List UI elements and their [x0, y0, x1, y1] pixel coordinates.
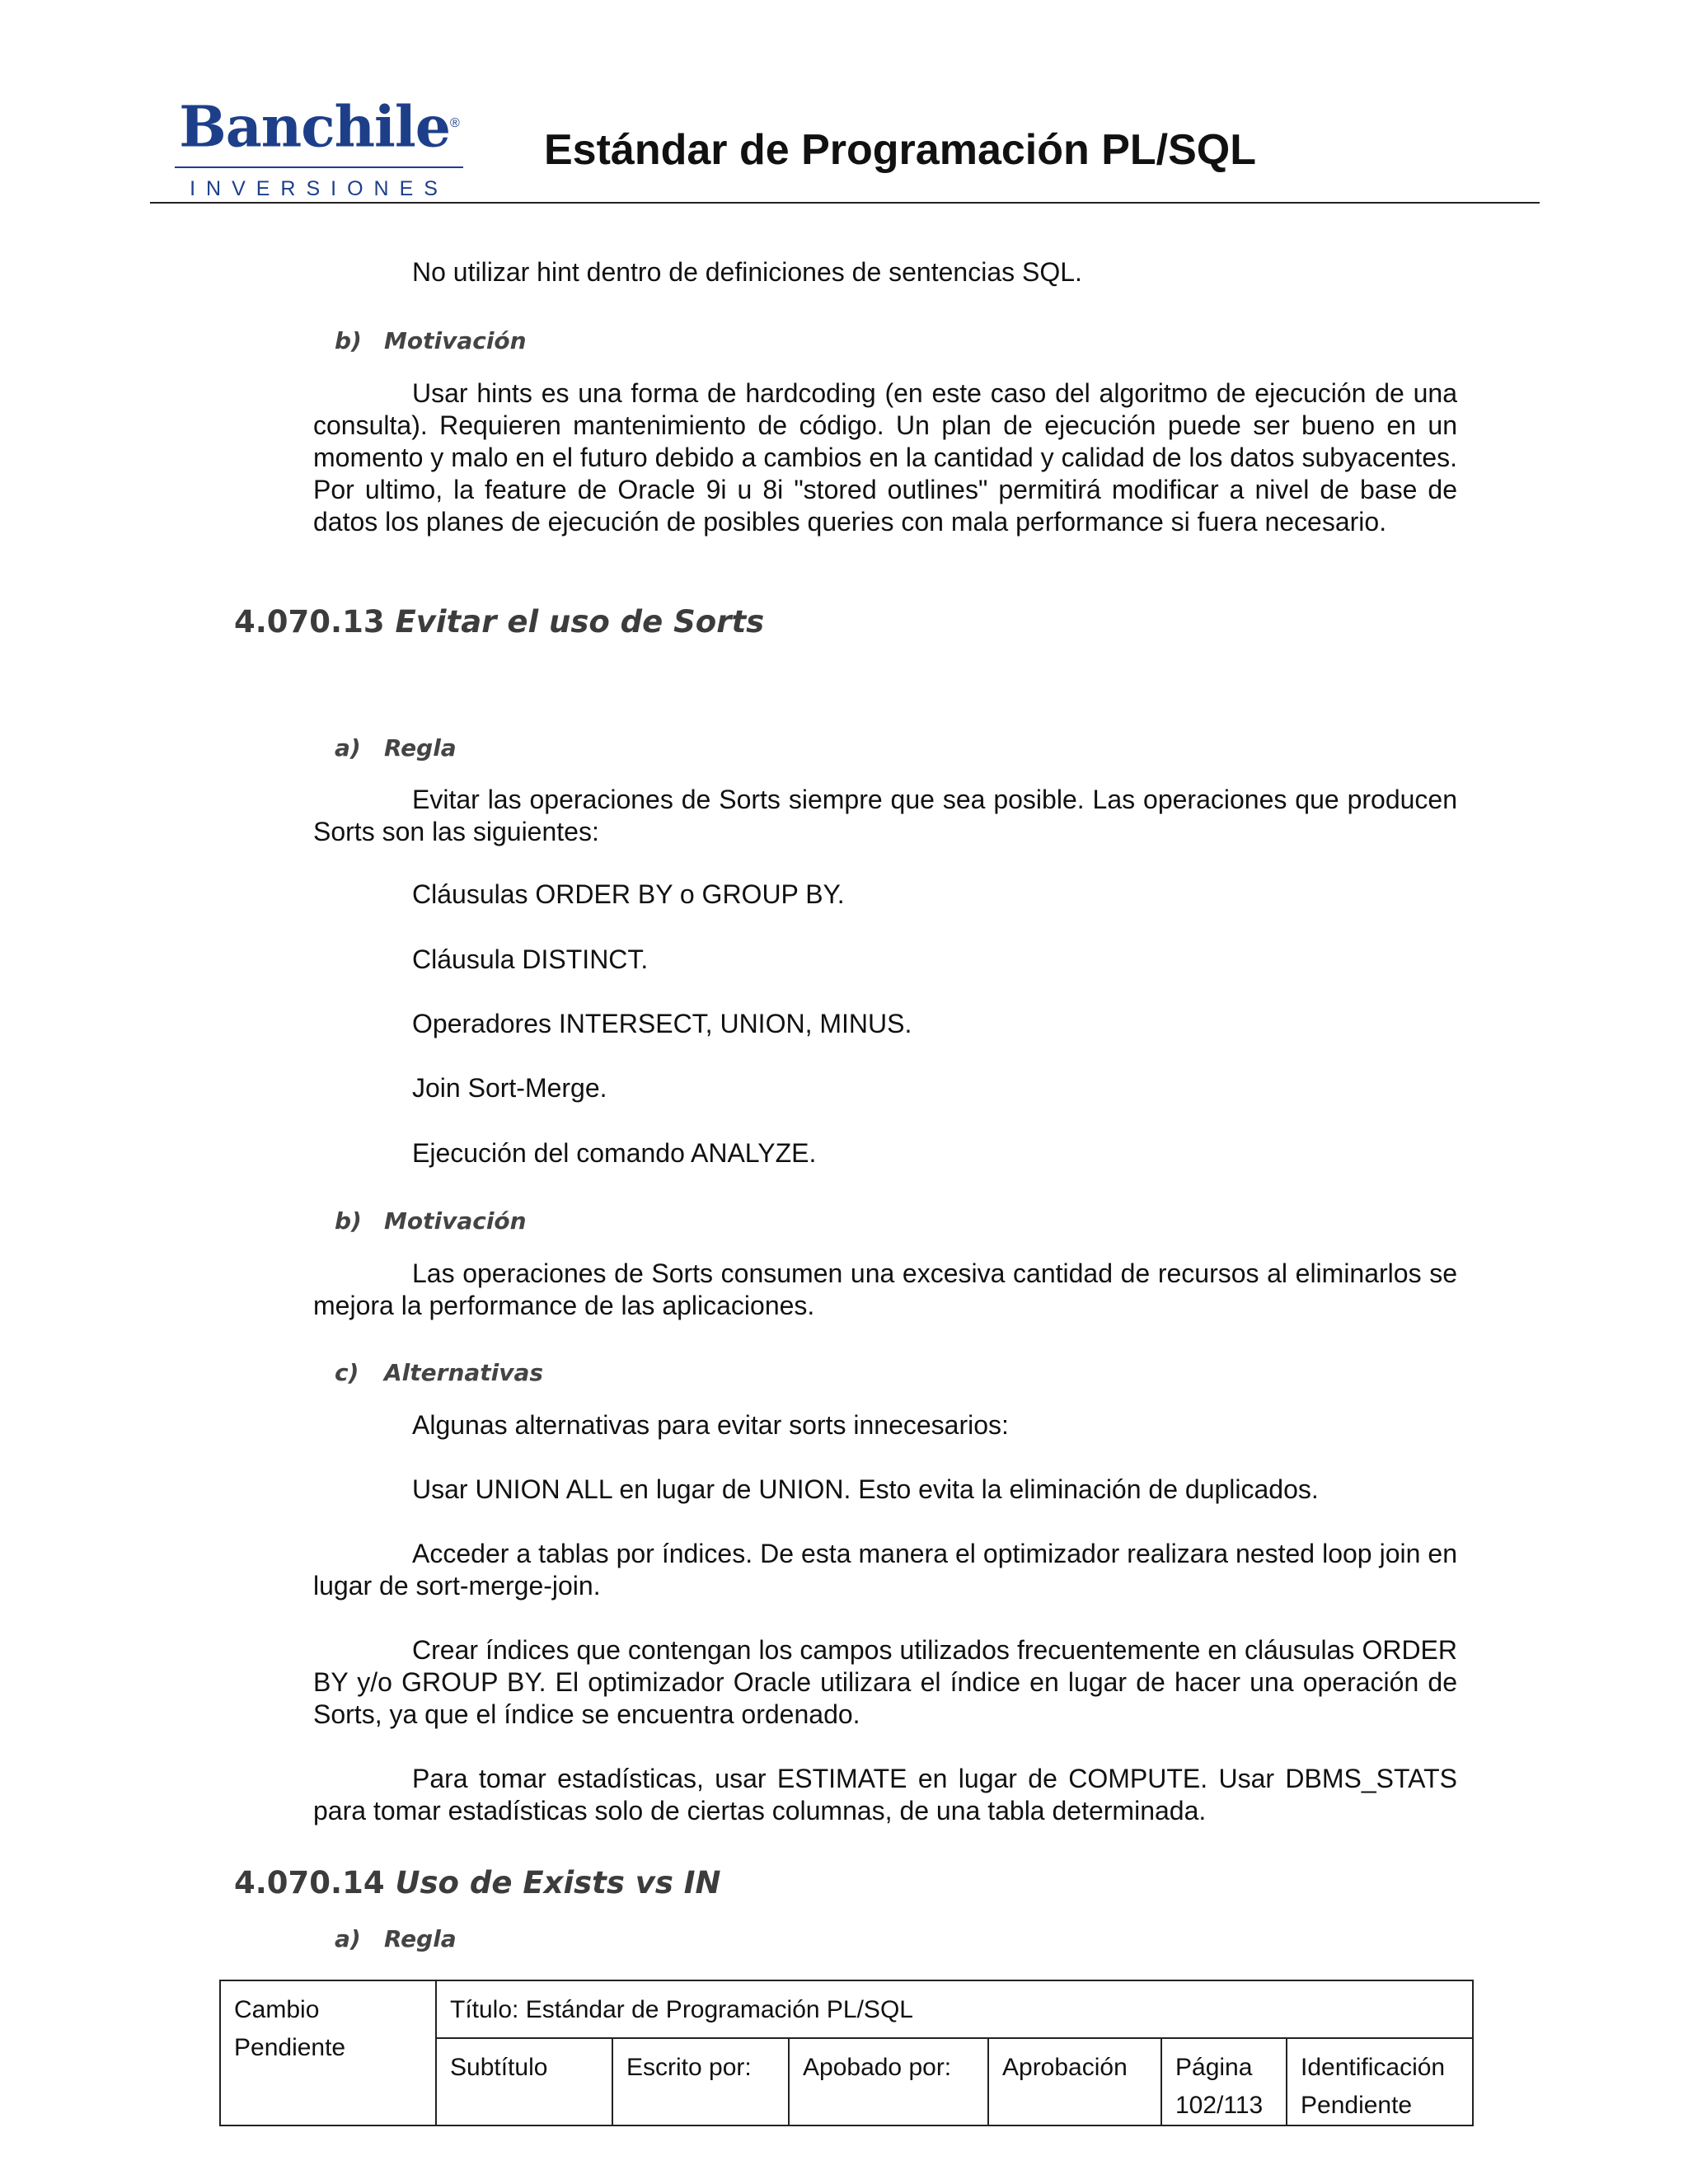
subsection-label: Regla — [384, 1925, 457, 1952]
motivacion-prev-paragraph: Usar hints es una forma de hardcoding (en este caso del algoritmo de ejecución de una consulta). Requieren mantenimiento de código. Un plan de ejecución puede ser bueno en un momento y malo en el futuro debido a cambios en la cantidad y calidad de los datos subyacentes. Por ultimo, la feature de Oracle 9i u 8i "stored outlines" permitirá modificar a nivel de base de datos los planes de ejecución de posibles queries con mala performance si fuera necesario. — [313, 378, 1457, 537]
logo-divider — [175, 166, 463, 168]
page-header — [0, 0, 1688, 206]
list-item: Cláusula DISTINCT. — [412, 944, 649, 974]
footer-titulo-cell: Título: Estándar de Programación PL/SQL — [436, 1980, 1473, 2038]
list-item: Cláusulas ORDER BY o GROUP BY. — [412, 879, 845, 909]
subsection-letter: c) — [335, 1359, 359, 1386]
header-divider — [150, 202, 1540, 204]
alternativa-item: Usar UNION ALL en lugar de UNION. Esto evita la eliminación de duplicados. — [412, 1474, 1319, 1504]
list-item: Operadores INTERSECT, UNION, MINUS. — [412, 1009, 912, 1038]
registered-mark: ® — [449, 116, 459, 130]
subsection-letter: a) — [335, 734, 361, 762]
section-number: 4.070.13 — [234, 604, 385, 640]
subsection-heading-motivacion — [335, 1207, 527, 1236]
subsection-label: Alternativas — [384, 1359, 544, 1386]
subsection-label: Motivación — [384, 327, 527, 354]
footer-subtitulo-cell: Subtítulo — [436, 2038, 612, 2125]
alternativa-item: Crear índices que contengan los campos utilizados frecuentemente en cláusulas ORDER BY y/o GROUP BY. El optimizador Oracle utilizara el índice en lugar de hacer una operación de Sorts, ya que el índice se encuentra ordenado. — [313, 1635, 1457, 1729]
rule-text-previous: No utilizar hint dentro de definiciones de sentencias SQL. — [412, 257, 1082, 287]
section-heading-4-070-13 — [234, 603, 764, 641]
section-title: Evitar el uso de Sorts — [395, 604, 765, 640]
subsection-heading-regla-14 — [335, 1924, 457, 1954]
motivacion-paragraph: Las operaciones de Sorts consumen una excesiva cantidad de recursos al eliminarlos se mejora la performance de las aplicaciones. — [313, 1258, 1457, 1320]
banchile-logo — [175, 91, 463, 202]
subsection-letter: a) — [335, 1925, 361, 1952]
list-item: Join Sort-Merge. — [412, 1073, 607, 1103]
regla-paragraph: Evitar las operaciones de Sorts siempre que sea posible. Las operaciones que producen Sorts son las siguientes: — [313, 785, 1457, 846]
footer-identificacion-cell: Identificación Pendiente — [1287, 2038, 1473, 2125]
document-title: Estándar de Programación PL/SQL — [544, 126, 1256, 174]
logo-subtitle: INVERSIONES — [190, 177, 448, 200]
subsection-heading-alternativas — [335, 1358, 543, 1388]
document-footer-table — [219, 1980, 1474, 2126]
page-number: 102/113 — [1175, 2092, 1264, 2119]
footer-aprobacion-cell: Aprobación — [988, 2038, 1161, 2125]
subsection-label: Motivación — [384, 1207, 527, 1235]
footer-pagina-cell: Página 102/113 — [1161, 2038, 1287, 2125]
logo-wordmark: Banchile® — [179, 94, 459, 161]
list-item: Ejecución del comando ANALYZE. — [412, 1138, 817, 1168]
subsection-label: Regla — [384, 734, 457, 762]
subsection-heading-motivacion-prev — [335, 326, 527, 356]
section-heading-4-070-14 — [234, 1864, 721, 1902]
footer-cambio-cell: Cambio Pendiente — [220, 1980, 436, 2125]
subsection-letter: b) — [335, 327, 362, 354]
alternativa-item: Para tomar estadísticas, usar ESTIMATE en lugar de COMPUTE. Usar DBMS_STATS para tomar estadísticas solo de ciertas columnas, de una tabla determinada. — [313, 1764, 1457, 1825]
alternativa-item: Acceder a tablas por índices. De esta manera el optimizador realizara nested loop join en lugar de sort-merge-join. — [313, 1539, 1457, 1601]
footer-escrito-cell: Escrito por: — [612, 2038, 789, 2125]
section-number: 4.070.14 — [234, 1865, 385, 1900]
section-title: Uso de Exists vs IN — [395, 1865, 721, 1900]
alternativas-intro: Algunas alternativas para evitar sorts innecesarios: — [412, 1410, 1009, 1440]
subsection-letter: b) — [335, 1207, 362, 1235]
footer-apobado-cell: Apobado por: — [789, 2038, 988, 2125]
subsection-heading-regla — [335, 733, 457, 763]
